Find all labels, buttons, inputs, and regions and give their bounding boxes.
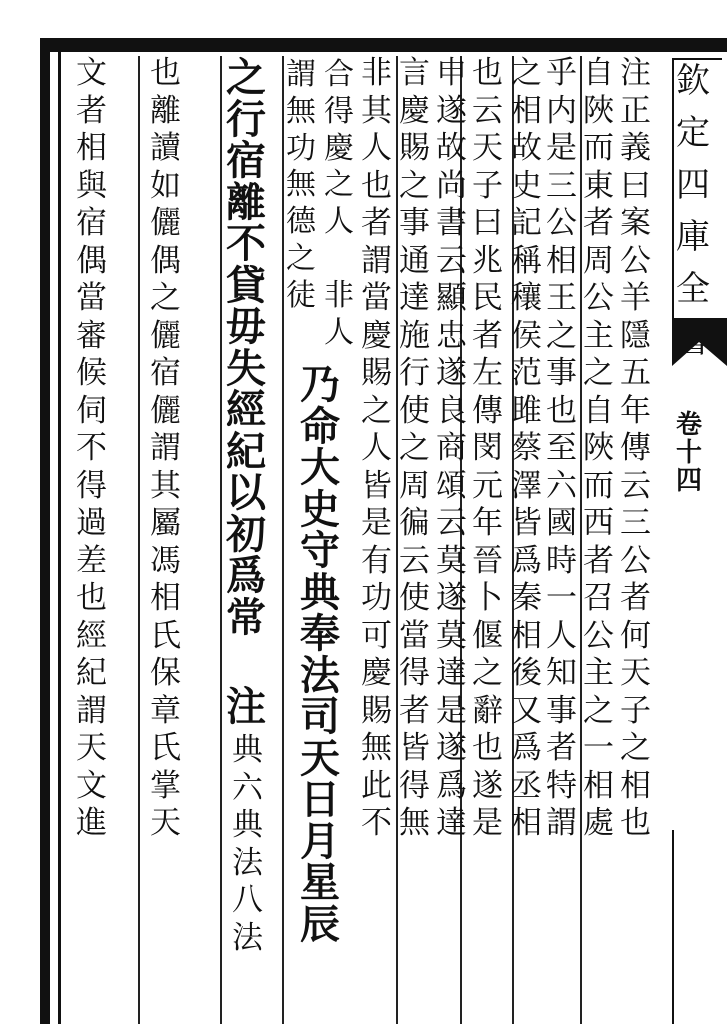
text-char: 卜 bbox=[472, 580, 503, 616]
text-char: 此 bbox=[361, 767, 392, 804]
text-char: 一 bbox=[583, 730, 614, 766]
text-char: 曰 bbox=[620, 167, 651, 204]
text-column bbox=[583, 55, 614, 846]
text-char: 内 bbox=[546, 92, 577, 129]
text-char: 日 bbox=[300, 776, 340, 823]
text-char: 氏 bbox=[150, 617, 181, 654]
text-char: 皆 bbox=[511, 505, 542, 541]
text-char: 申 bbox=[436, 55, 467, 91]
text-char: 天 bbox=[300, 734, 340, 782]
right-rule bbox=[672, 830, 674, 1024]
left-inner-border bbox=[58, 52, 61, 1024]
text-char: 至 bbox=[546, 430, 577, 466]
text-char: 公 bbox=[620, 242, 651, 279]
text-char: 曰 bbox=[472, 205, 503, 241]
text-char: 之 bbox=[150, 280, 181, 316]
volume-char: 十 bbox=[676, 438, 703, 468]
text-char: 自 bbox=[583, 55, 614, 91]
text-char: 偶 bbox=[150, 242, 181, 279]
fishtail-mark bbox=[672, 318, 727, 366]
text-char: 儷 bbox=[150, 392, 181, 429]
text-char: 是 bbox=[472, 805, 503, 841]
text-char: 得 bbox=[324, 93, 354, 129]
text-column bbox=[76, 55, 107, 846]
text-char: 謂 bbox=[150, 430, 181, 466]
volume-label bbox=[676, 412, 702, 496]
text-char: 是 bbox=[436, 692, 467, 729]
text-char: 西 bbox=[583, 505, 614, 541]
text-char: 故 bbox=[511, 130, 542, 166]
text-char: 云 bbox=[472, 92, 503, 129]
text-char: 者 bbox=[76, 92, 107, 129]
text-char: 年 bbox=[620, 392, 651, 429]
text-char: 六 bbox=[232, 769, 263, 806]
text-char: 者 bbox=[583, 205, 614, 241]
text-char: 之 bbox=[583, 355, 614, 391]
text-char bbox=[324, 244, 354, 281]
text-char: 云 bbox=[399, 542, 430, 579]
text-char: 事 bbox=[546, 355, 577, 391]
text-char: 其 bbox=[150, 467, 181, 504]
text-char: 文 bbox=[76, 55, 107, 91]
text-char: 陜 bbox=[583, 92, 614, 129]
text-char: 是 bbox=[361, 505, 392, 541]
text-char: 得 bbox=[399, 655, 430, 691]
text-char: 爲 bbox=[511, 730, 542, 766]
text-char: 云 bbox=[436, 505, 467, 541]
text-char: 澤 bbox=[511, 467, 542, 504]
text-char: 之 bbox=[226, 54, 266, 101]
text-char: 屬 bbox=[150, 505, 181, 541]
text-char: 常 bbox=[226, 593, 266, 641]
text-char: 傳 bbox=[472, 392, 503, 429]
text-char: 也 bbox=[150, 55, 181, 91]
text-column bbox=[399, 55, 430, 846]
text-char: 王 bbox=[546, 280, 577, 316]
text-char: 相 bbox=[546, 242, 577, 279]
text-char: 爲 bbox=[511, 542, 542, 579]
text-char: 典 bbox=[232, 807, 263, 843]
text-char: 頌 bbox=[436, 467, 467, 504]
text-char: 而 bbox=[583, 467, 614, 504]
text-char: 秦 bbox=[511, 580, 542, 616]
text-char: 審 bbox=[76, 317, 107, 354]
text-char: 天 bbox=[472, 130, 503, 166]
text-char: 乎 bbox=[546, 55, 577, 91]
text-char: 爲 bbox=[226, 552, 266, 599]
text-char: 注 bbox=[226, 683, 266, 730]
text-char: 掌 bbox=[150, 767, 181, 804]
text-column bbox=[361, 55, 392, 846]
text-char: 故 bbox=[436, 130, 467, 166]
text-char: 者 bbox=[472, 317, 503, 354]
text-char: 顯 bbox=[436, 280, 467, 316]
text-column bbox=[511, 55, 542, 846]
text-char: 穰 bbox=[511, 280, 542, 316]
text-char: 者 bbox=[583, 542, 614, 579]
text-char: 又 bbox=[511, 692, 542, 729]
text-char: 遂 bbox=[472, 767, 503, 804]
text-char: 章 bbox=[150, 692, 181, 729]
text-char: 以 bbox=[226, 469, 266, 516]
text-char: 言 bbox=[399, 55, 430, 91]
text-char: 莫 bbox=[436, 617, 467, 654]
text-char: 爲 bbox=[436, 767, 467, 804]
text-char: 兆 bbox=[472, 242, 503, 279]
text-char: 宿 bbox=[226, 137, 266, 184]
text-char: 皆 bbox=[399, 730, 430, 766]
text-char: 相 bbox=[511, 92, 542, 129]
text-char: 丞 bbox=[511, 767, 542, 804]
text-char: 紀 bbox=[226, 427, 266, 475]
text-char: 是 bbox=[546, 130, 577, 166]
text-char: 之 bbox=[286, 240, 316, 276]
text-char: 馮 bbox=[150, 542, 181, 579]
title-char: 四 bbox=[676, 165, 710, 205]
text-char: 離 bbox=[226, 178, 266, 226]
text-char: 知 bbox=[546, 655, 577, 691]
text-char: 宿 bbox=[76, 205, 107, 241]
text-char: 差 bbox=[76, 542, 107, 579]
text-char: 達 bbox=[436, 655, 467, 691]
text-char: 人 bbox=[324, 314, 354, 350]
text-char: 正 bbox=[620, 92, 651, 129]
text-column bbox=[150, 55, 181, 846]
text-char: 也 bbox=[546, 392, 577, 429]
text-char: 氏 bbox=[150, 730, 181, 766]
text-char: 離 bbox=[150, 92, 181, 129]
text-char: 五 bbox=[620, 355, 651, 391]
text-char: 後 bbox=[511, 655, 542, 691]
text-char: 東 bbox=[583, 167, 614, 204]
text-char: 時 bbox=[546, 542, 577, 579]
text-column bbox=[472, 55, 503, 846]
text-char: 處 bbox=[583, 805, 614, 841]
text-char: 進 bbox=[76, 805, 107, 841]
text-char: 慶 bbox=[399, 92, 430, 129]
text-char: 也 bbox=[472, 55, 503, 91]
text-char: 典 bbox=[300, 568, 340, 616]
text-column bbox=[324, 57, 354, 354]
text-char: 無 bbox=[361, 730, 392, 766]
text-char: 過 bbox=[76, 505, 107, 541]
text-char: 當 bbox=[399, 617, 430, 654]
text-char: 賜 bbox=[399, 130, 430, 166]
text-char: 月 bbox=[300, 817, 340, 865]
text-char: 慶 bbox=[324, 130, 354, 166]
title-char: 定 bbox=[676, 113, 710, 153]
text-char: 謂 bbox=[76, 692, 107, 729]
text-char: 慶 bbox=[361, 655, 392, 691]
text-char: 公 bbox=[583, 280, 614, 316]
text-char: 奉 bbox=[300, 610, 340, 657]
text-char: 者 bbox=[361, 205, 392, 241]
text-char: 失 bbox=[226, 344, 266, 392]
text-char: 行 bbox=[399, 355, 430, 391]
text-char: 人 bbox=[546, 617, 577, 654]
text-char: 乃 bbox=[300, 361, 340, 408]
text-char: 蔡 bbox=[511, 430, 542, 466]
text-char: 義 bbox=[620, 130, 651, 166]
column-rule bbox=[282, 56, 284, 1024]
text-char: 可 bbox=[361, 617, 392, 654]
text-char: 相 bbox=[620, 767, 651, 804]
text-char: 者 bbox=[399, 692, 430, 729]
column-rule bbox=[396, 56, 398, 1024]
text-char: 之 bbox=[472, 655, 503, 691]
text-char: 稱 bbox=[511, 242, 542, 279]
text-char: 徒 bbox=[286, 277, 316, 313]
text-char: 者 bbox=[546, 730, 577, 766]
text-char: 相 bbox=[583, 767, 614, 804]
text-char: 伺 bbox=[76, 392, 107, 429]
text-char: 記 bbox=[511, 205, 542, 241]
text-char: 晉 bbox=[472, 542, 503, 579]
text-char: 當 bbox=[361, 280, 392, 316]
text-char: 得 bbox=[76, 467, 107, 504]
text-char: 無 bbox=[286, 93, 316, 129]
text-char: 得 bbox=[399, 767, 430, 804]
text-char: 偃 bbox=[472, 617, 503, 654]
text-char: 子 bbox=[620, 692, 651, 729]
text-char: 公 bbox=[546, 205, 577, 241]
text-char: 大 bbox=[300, 444, 340, 491]
text-char: 年 bbox=[472, 505, 503, 541]
volume-char: 卷 bbox=[676, 410, 703, 440]
text-char: 何 bbox=[620, 617, 651, 654]
text-char: 商 bbox=[436, 430, 467, 466]
text-column bbox=[546, 55, 577, 846]
text-char: 守 bbox=[300, 527, 340, 574]
text-char: 周 bbox=[583, 242, 614, 279]
text-char: 而 bbox=[583, 130, 614, 166]
text-char: 讀 bbox=[150, 130, 181, 166]
text-char: 施 bbox=[399, 317, 430, 354]
text-char: 慶 bbox=[361, 317, 392, 354]
text-char: 辭 bbox=[472, 692, 503, 729]
text-char: 八 bbox=[232, 882, 263, 918]
text-char: 主 bbox=[583, 655, 614, 691]
text-char: 之 bbox=[620, 730, 651, 766]
text-char: 公 bbox=[583, 617, 614, 654]
text-char: 經 bbox=[76, 617, 107, 654]
title-char: 全 bbox=[676, 269, 710, 309]
text-char: 云 bbox=[436, 242, 467, 279]
text-char: 司 bbox=[300, 693, 340, 740]
text-char: 毋 bbox=[226, 303, 266, 350]
text-char: 無 bbox=[399, 805, 430, 841]
text-char: 陜 bbox=[583, 430, 614, 466]
text-char: 德 bbox=[286, 204, 316, 240]
text-char: 注 bbox=[620, 55, 651, 91]
text-char: 國 bbox=[546, 505, 577, 541]
text-char: 其 bbox=[361, 92, 392, 129]
column-rule bbox=[220, 56, 222, 1024]
text-char: 不 bbox=[226, 220, 266, 267]
text-char: 法 bbox=[300, 651, 340, 699]
text-char: 三 bbox=[546, 167, 577, 204]
text-char: 閔 bbox=[472, 430, 503, 466]
text-char: 傳 bbox=[620, 430, 651, 466]
text-char: 法 bbox=[232, 919, 263, 956]
text-char: 命 bbox=[300, 402, 340, 450]
text-char: 遂 bbox=[436, 730, 467, 766]
text-char: 民 bbox=[472, 280, 503, 316]
text-char: 雎 bbox=[511, 392, 542, 429]
text-char: 初 bbox=[226, 510, 266, 558]
text-char: 遂 bbox=[436, 92, 467, 129]
text-char: 遂 bbox=[436, 355, 467, 391]
text-char: 賜 bbox=[361, 355, 392, 391]
text-char: 也 bbox=[76, 580, 107, 616]
text-char: 使 bbox=[399, 392, 430, 429]
text-column bbox=[286, 57, 316, 318]
text-char: 莫 bbox=[436, 542, 467, 579]
top-border bbox=[40, 38, 727, 52]
column-rule bbox=[138, 56, 140, 1024]
text-column bbox=[436, 55, 467, 846]
text-char: 元 bbox=[472, 467, 503, 504]
text-char: 之 bbox=[399, 430, 430, 466]
text-char: 天 bbox=[150, 805, 181, 841]
text-char: 人 bbox=[361, 430, 392, 466]
text-char: 經 bbox=[226, 386, 266, 433]
text-column bbox=[620, 55, 651, 846]
text-char: 侯 bbox=[511, 317, 542, 354]
text-char: 謂 bbox=[361, 242, 392, 279]
text-char: 行 bbox=[226, 95, 266, 143]
text-char: 保 bbox=[150, 655, 181, 691]
text-char: 相 bbox=[76, 130, 107, 166]
text-char: 也 bbox=[361, 167, 392, 204]
text-char: 宿 bbox=[150, 355, 181, 391]
text-char: 云 bbox=[620, 467, 651, 504]
text-char: 自 bbox=[583, 392, 614, 429]
text-char: 也 bbox=[472, 730, 503, 766]
text-char: 之 bbox=[546, 317, 577, 354]
text-char: 之 bbox=[399, 167, 430, 204]
text-char: 辰 bbox=[300, 900, 340, 948]
text-char: 遂 bbox=[436, 580, 467, 616]
text-char: 皆 bbox=[361, 467, 392, 504]
text-char: 主 bbox=[583, 317, 614, 354]
text-char: 之 bbox=[361, 392, 392, 429]
text-char: 三 bbox=[620, 505, 651, 541]
text-char: 天 bbox=[76, 730, 107, 766]
text-char: 史 bbox=[511, 167, 542, 204]
text-char: 案 bbox=[620, 205, 651, 241]
text-char: 人 bbox=[324, 204, 354, 240]
text-char: 儷 bbox=[150, 205, 181, 241]
text-char: 儷 bbox=[150, 317, 181, 354]
left-border bbox=[40, 38, 50, 1024]
text-char: 左 bbox=[472, 355, 503, 391]
text-char: 良 bbox=[436, 392, 467, 429]
text-char: 非 bbox=[361, 55, 392, 91]
text-char: 羊 bbox=[620, 280, 651, 316]
text-char: 子 bbox=[472, 167, 503, 204]
text-column bbox=[232, 732, 263, 960]
text-char: 者 bbox=[620, 580, 651, 616]
text-char: 使 bbox=[399, 580, 430, 616]
title-char: 庫 bbox=[676, 217, 710, 257]
text-char: 與 bbox=[76, 167, 107, 204]
text-char: 公 bbox=[620, 542, 651, 579]
text-char: 范 bbox=[511, 355, 542, 391]
text-char: 相 bbox=[150, 580, 181, 616]
text-char: 忠 bbox=[436, 317, 467, 354]
text-char: 周 bbox=[399, 467, 430, 504]
text-char: 人 bbox=[361, 130, 392, 166]
text-char: 謂 bbox=[546, 805, 577, 841]
text-char: 特 bbox=[546, 767, 577, 804]
text-char: 六 bbox=[546, 467, 577, 504]
text-char: 相 bbox=[511, 805, 542, 841]
title-char: 欽 bbox=[676, 61, 710, 101]
text-char: 相 bbox=[511, 617, 542, 654]
text-char: 文 bbox=[76, 767, 107, 804]
volume-char: 四 bbox=[676, 466, 703, 496]
text-char: 隱 bbox=[620, 317, 651, 354]
text-char: 合 bbox=[324, 57, 354, 92]
text-char: 貸 bbox=[226, 261, 266, 309]
text-char: 之 bbox=[583, 692, 614, 729]
text-char: 紀 bbox=[76, 655, 107, 691]
text-char: 達 bbox=[436, 805, 467, 841]
text-char: 功 bbox=[286, 130, 316, 166]
text-char: 典 bbox=[232, 732, 263, 768]
text-char: 天 bbox=[620, 655, 651, 691]
main-text-column bbox=[226, 54, 266, 641]
text-char: 星 bbox=[300, 859, 340, 906]
text-char: 也 bbox=[620, 805, 651, 841]
text-char: 當 bbox=[76, 280, 107, 316]
column-rule bbox=[580, 56, 582, 1024]
text-char: 無 bbox=[286, 167, 316, 203]
text-char: 一 bbox=[546, 580, 577, 616]
text-char: 不 bbox=[76, 430, 107, 466]
text-char: 事 bbox=[546, 692, 577, 729]
text-char: 賜 bbox=[361, 692, 392, 729]
text-char: 不 bbox=[361, 805, 392, 841]
text-char: 尚 bbox=[436, 167, 467, 204]
text-char: 徧 bbox=[399, 505, 430, 541]
text-char: 書 bbox=[436, 205, 467, 241]
annotation-marker bbox=[226, 683, 266, 730]
text-char: 如 bbox=[150, 167, 181, 204]
text-char: 功 bbox=[361, 580, 392, 616]
text-char: 事 bbox=[399, 205, 430, 241]
text-char: 之 bbox=[324, 167, 354, 203]
text-char: 達 bbox=[399, 280, 430, 316]
text-char: 史 bbox=[300, 485, 340, 533]
text-char: 通 bbox=[399, 242, 430, 279]
text-char: 非 bbox=[324, 277, 354, 313]
text-char: 偶 bbox=[76, 242, 107, 279]
text-char: 法 bbox=[232, 844, 263, 881]
main-text-column bbox=[300, 361, 340, 948]
text-char: 召 bbox=[583, 580, 614, 616]
text-char: 之 bbox=[511, 55, 542, 91]
text-char: 候 bbox=[76, 355, 107, 391]
text-char: 謂 bbox=[286, 57, 316, 92]
text-char: 有 bbox=[361, 542, 392, 579]
